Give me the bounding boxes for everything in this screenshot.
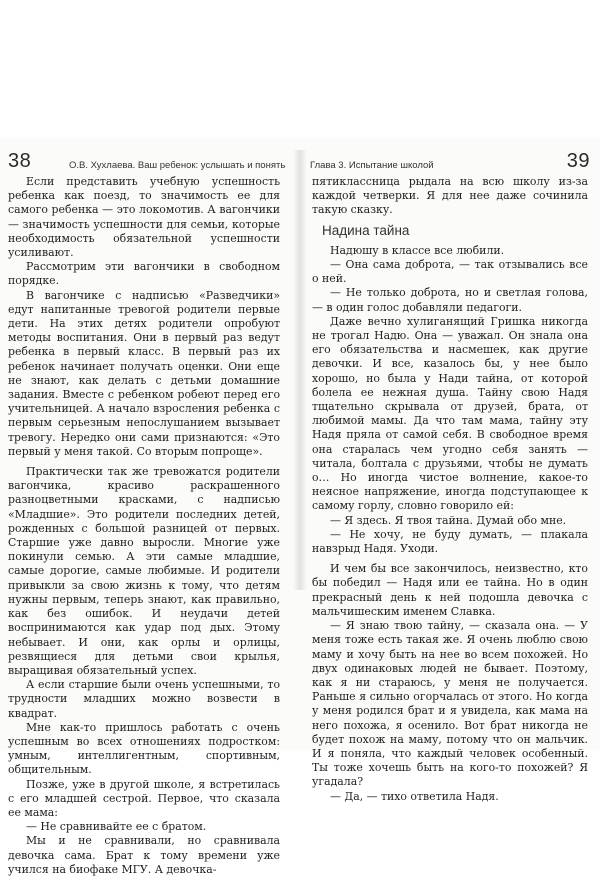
paragraph: В вагончике с надписью «Разведчики» едут напитанные тревогой родители первые дети. На этих детях родители опробуют методы воспитания. Они в первый раз ведут ребенка в первый класс. В первый раз их ребенок начинает получать оценки. Они еще не знают, как делать с детьми домашние задания. Вместе с ребенком робеют перед его учительницей. А начало взросления ребенка с первым серьезным непослушанием вызывает тревогу. Нередко они сами признаются: «Это первый у меня такой. Со вторым попроще». (8, 288, 280, 458)
dialogue-line: — Не сравнивайте ее с братом. (26, 820, 207, 834)
paragraph: Надюшу в классе все любили. (330, 243, 505, 257)
dialogue-line: — Не хочу, не буду думать, — плакала навзрыд Надя. Уходи. (312, 527, 588, 556)
blank-margin (0, 0, 600, 138)
dialogue-line: — Я знаю твою тайну, — сказала она. — У меня тоже есть такая же. Я очень люблю свою маму и хочу быть на нее во всем похожей. Но двух одинаковых людей не бывает. Поэтому, как я ни стараюсь, у меня не получается. Раньше я сильно огорчалась от этого. Но когда у меня родился брат и я увидела, как мама на него похожа, я осенило. Вот брат никогда не будет похож на маму, потому что он мальчик. И я поняла, что каждый человек особенный. Ты тоже хочешь быть на кого-то похожей? Я угадала? (312, 619, 588, 789)
dialogue-line: — Она сама доброта, — так отзывались все о ней. (312, 258, 588, 286)
paragraph: Практически так же тревожатся родители вагончика, красиво раскрашенного разноцветными красками, с надписью «Младшие». Это родители последних детей, рожденных с большой разницей от первых. Старшие уже давно выросли. Многие уже покинули семью. А эти самые младшие, самые дорогие, самые любимые. И родители привыкли за свою жизнь к тому, что детям нужны первым, теперь знают, как правильно, как без ошибок. И неудачи детей воспринимаются как удар под дых. Этому небывает. И они, как орлы и орлицы, резвящиеся для детьми свои крылья, выращивая обязательный успех. (8, 465, 280, 677)
page-number-right: 39 (566, 150, 590, 172)
paragraph: Позже, уже в другой школе, я встретилась с его младшей сестрой. Первое, что сказала ее мама: (8, 777, 280, 819)
running-head-left: О.В. Хухлаева. Ваш ребенок: услышать и понять (69, 160, 286, 171)
paragraph: Рассмотрим эти вагончики в свободном порядке. (8, 260, 280, 288)
dialogue-line: — Я здесь. Я твоя тайна. Думай обо мне. (330, 513, 567, 527)
book-gutter (293, 150, 307, 590)
paragraph: Даже вечно хулиганящий Гришка никогда не трогал Надю. Она — уважал. Он знала она его обязательства и насмешек, как другие девочки. И все, казалось бы, у нее было хорошо, но была у Нади тайна, от которой болела ее нежная душа. Тайну свою Надя тщательно скрывала от друзей, брата, от любимой мамы. Да что там мама, тайну эту Надя пряла от самой себя. В свободное время она старалась чем угодно себя занять — читала, болтала с друзьями, чтобы не думать о… Но иногда чистое волнение, какое-то неясное напряжение, иногда подступающее к самому горлу, словно говорило ей: (312, 314, 588, 513)
running-head-right: Глава 3. Испытание школой (310, 160, 434, 171)
paragraph: Мы и не сравнивали, но сравнивала девочка сама. Брат к тому времени уже учился на биофаке МГУ. А девочка- (8, 834, 280, 876)
right-page-text (312, 175, 588, 804)
dialogue-line: — Не только доброта, но и светлая голова, — в один голос добавляли педагоги. (312, 286, 588, 314)
paragraph: пятиклассница рыдала на всю школу из-за каждой четверки. Я для нее даже сочинила такую сказку. (312, 175, 588, 217)
dialogue-line: — Да, — тихо ответила Надя. (330, 789, 499, 803)
page-number-left: 38 (8, 150, 32, 172)
paragraph: Если представить учебную успешность ребенка как поезд, то значимость ее для самого ребенка — это локомотив. А вагончики — значимость успешности для семьи, которые необходимость обязательной успешности усиливают. (8, 175, 280, 260)
section-title: Надина тайна (322, 222, 410, 238)
paragraph: А если старшие были очень успешными, то трудности младших можно возвести в квадрат. (8, 678, 280, 720)
paragraph: Мне как-то пришлось работать с очень успешным во всех отношениях подростком: умным, интеллигентным, спортивным, общительным. (8, 720, 280, 777)
paragraph: И чем бы все закончилось, неизвестно, кто бы победил — Надя или ее тайна. Но в один прекрасный день к ней подошла девочка с мальчишеским именем Славка. (312, 562, 588, 618)
left-page-text (8, 175, 280, 877)
